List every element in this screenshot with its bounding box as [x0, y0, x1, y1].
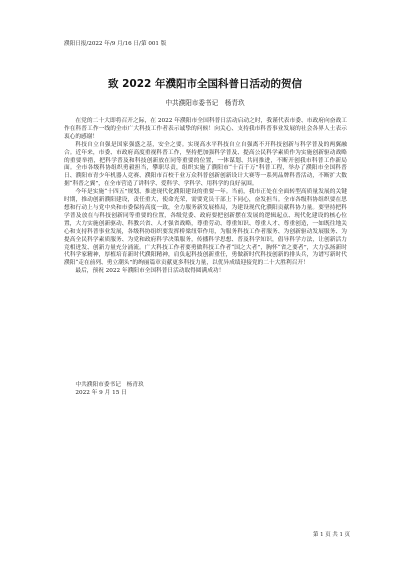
signature-date: 2022 年 9 月 15 日: [75, 390, 127, 396]
paragraph-achievements: 科技自立自强是国家强盛之基，安全之要。实现高水平科技自立自强离不开科技创新与科学普及的两翼融合。近年来，市委、市政府高度重视科普工作，坚持把加强科学普及、提高公民科学素质作为实施创新驱动战略的重要举措，把科学普及和科技创新放在同等重要的位置，一体谋划、共同推进，不断开创我市科普工作新局面。全市各级科协组织勇毅担当，攀职尽责，组织实施了濮阳市“十百千万”科普工程，举办了濮阳市全国科普日、濮阳市青少年机器人竞赛、濮阳市百校千业万众科普创新创新设计大赛等一系列品牌科普活动，不断扩大数据“科普之翼”，在全市营造了讲科学、爱科学、学科学、用科学的良好氛围。: [64, 141, 347, 188]
article-author: 中共濮阳市委书记 杨青玖: [165, 99, 245, 107]
signature-name: 中共濮阳市委书记 杨青玖: [75, 382, 144, 388]
article-body: [64, 118, 347, 276]
paragraph-closing-wish: 最后，预祝 2022 年濮阳市全国科普日活动取得圆满成功！: [75, 268, 225, 275]
page-number: 第 1 页 共 1 页: [313, 532, 350, 538]
paragraph-expectations: 今年是实施“十四五”规划、推进现代化濮阳建设的重要一年。当前，我市正处在全面转型高质量发展的关键时期，推动创新濮阳建设，责任重大，使命光荣，需要党员干部上下同心，奋发担当。全市各级科协组织要在思想和行动上与党中央和市委保持高度一致，全力服务新发展格局，为建设现代化濮阳贡献科协力量。要坚持把科学普及放在与科技创新同等重要的位置，各级党委、政府要把创新摆在发展的逻辑起点、现代化建设的核心位置，大力实施创新驱动、科教兴省、人才强省战略，尊重劳动、尊重知识、尊重人才、尊重创造，一如既往地关心和支持科普事业发展，各级科协组织要发挥桥梁纽带作用，为服务科技工作者服务、为创新驱动发展服务、为提高全民科学素质服务、为党和政府科学决策服务，传播科学思想、普及科学知识，倡导科学方法，让创新活力竞相迸发、创新力量充分涌流。广大科技工作者要勇做科技工作者“国之大者”，胸怀“省之要者”，大力弘扬新时代科学家精神，厚植培育新时代濮阳精神，肩负起科技创新重任，勇做新时代科技创新的排头兵，为谱写新时代濮阳“走在前列、勇立潮头”的绚丽篇章贡献更多科技力量，以优异成绩迎接党的二十大胜利召开！: [64, 189, 347, 267]
article-title: 致 2022 年濮阳市全国科普日活动的贺信: [107, 78, 303, 90]
signature-block: [64, 381, 144, 397]
paragraph-greeting: 在党的二十大即将召开之际，在 2022 年濮阳市全国科普日活动启动之时，我谨代表市委、市政府向奋战工作在科普工作一线的全市广大科技工作者表示诚挚的问候！向关心、支持我市科普事业发展的社会各界人士表示衷心的感谢！: [64, 118, 347, 140]
newspaper-source-line: 濮阳日报/2022 年/9 月/16 日/第 001 版: [64, 41, 167, 47]
